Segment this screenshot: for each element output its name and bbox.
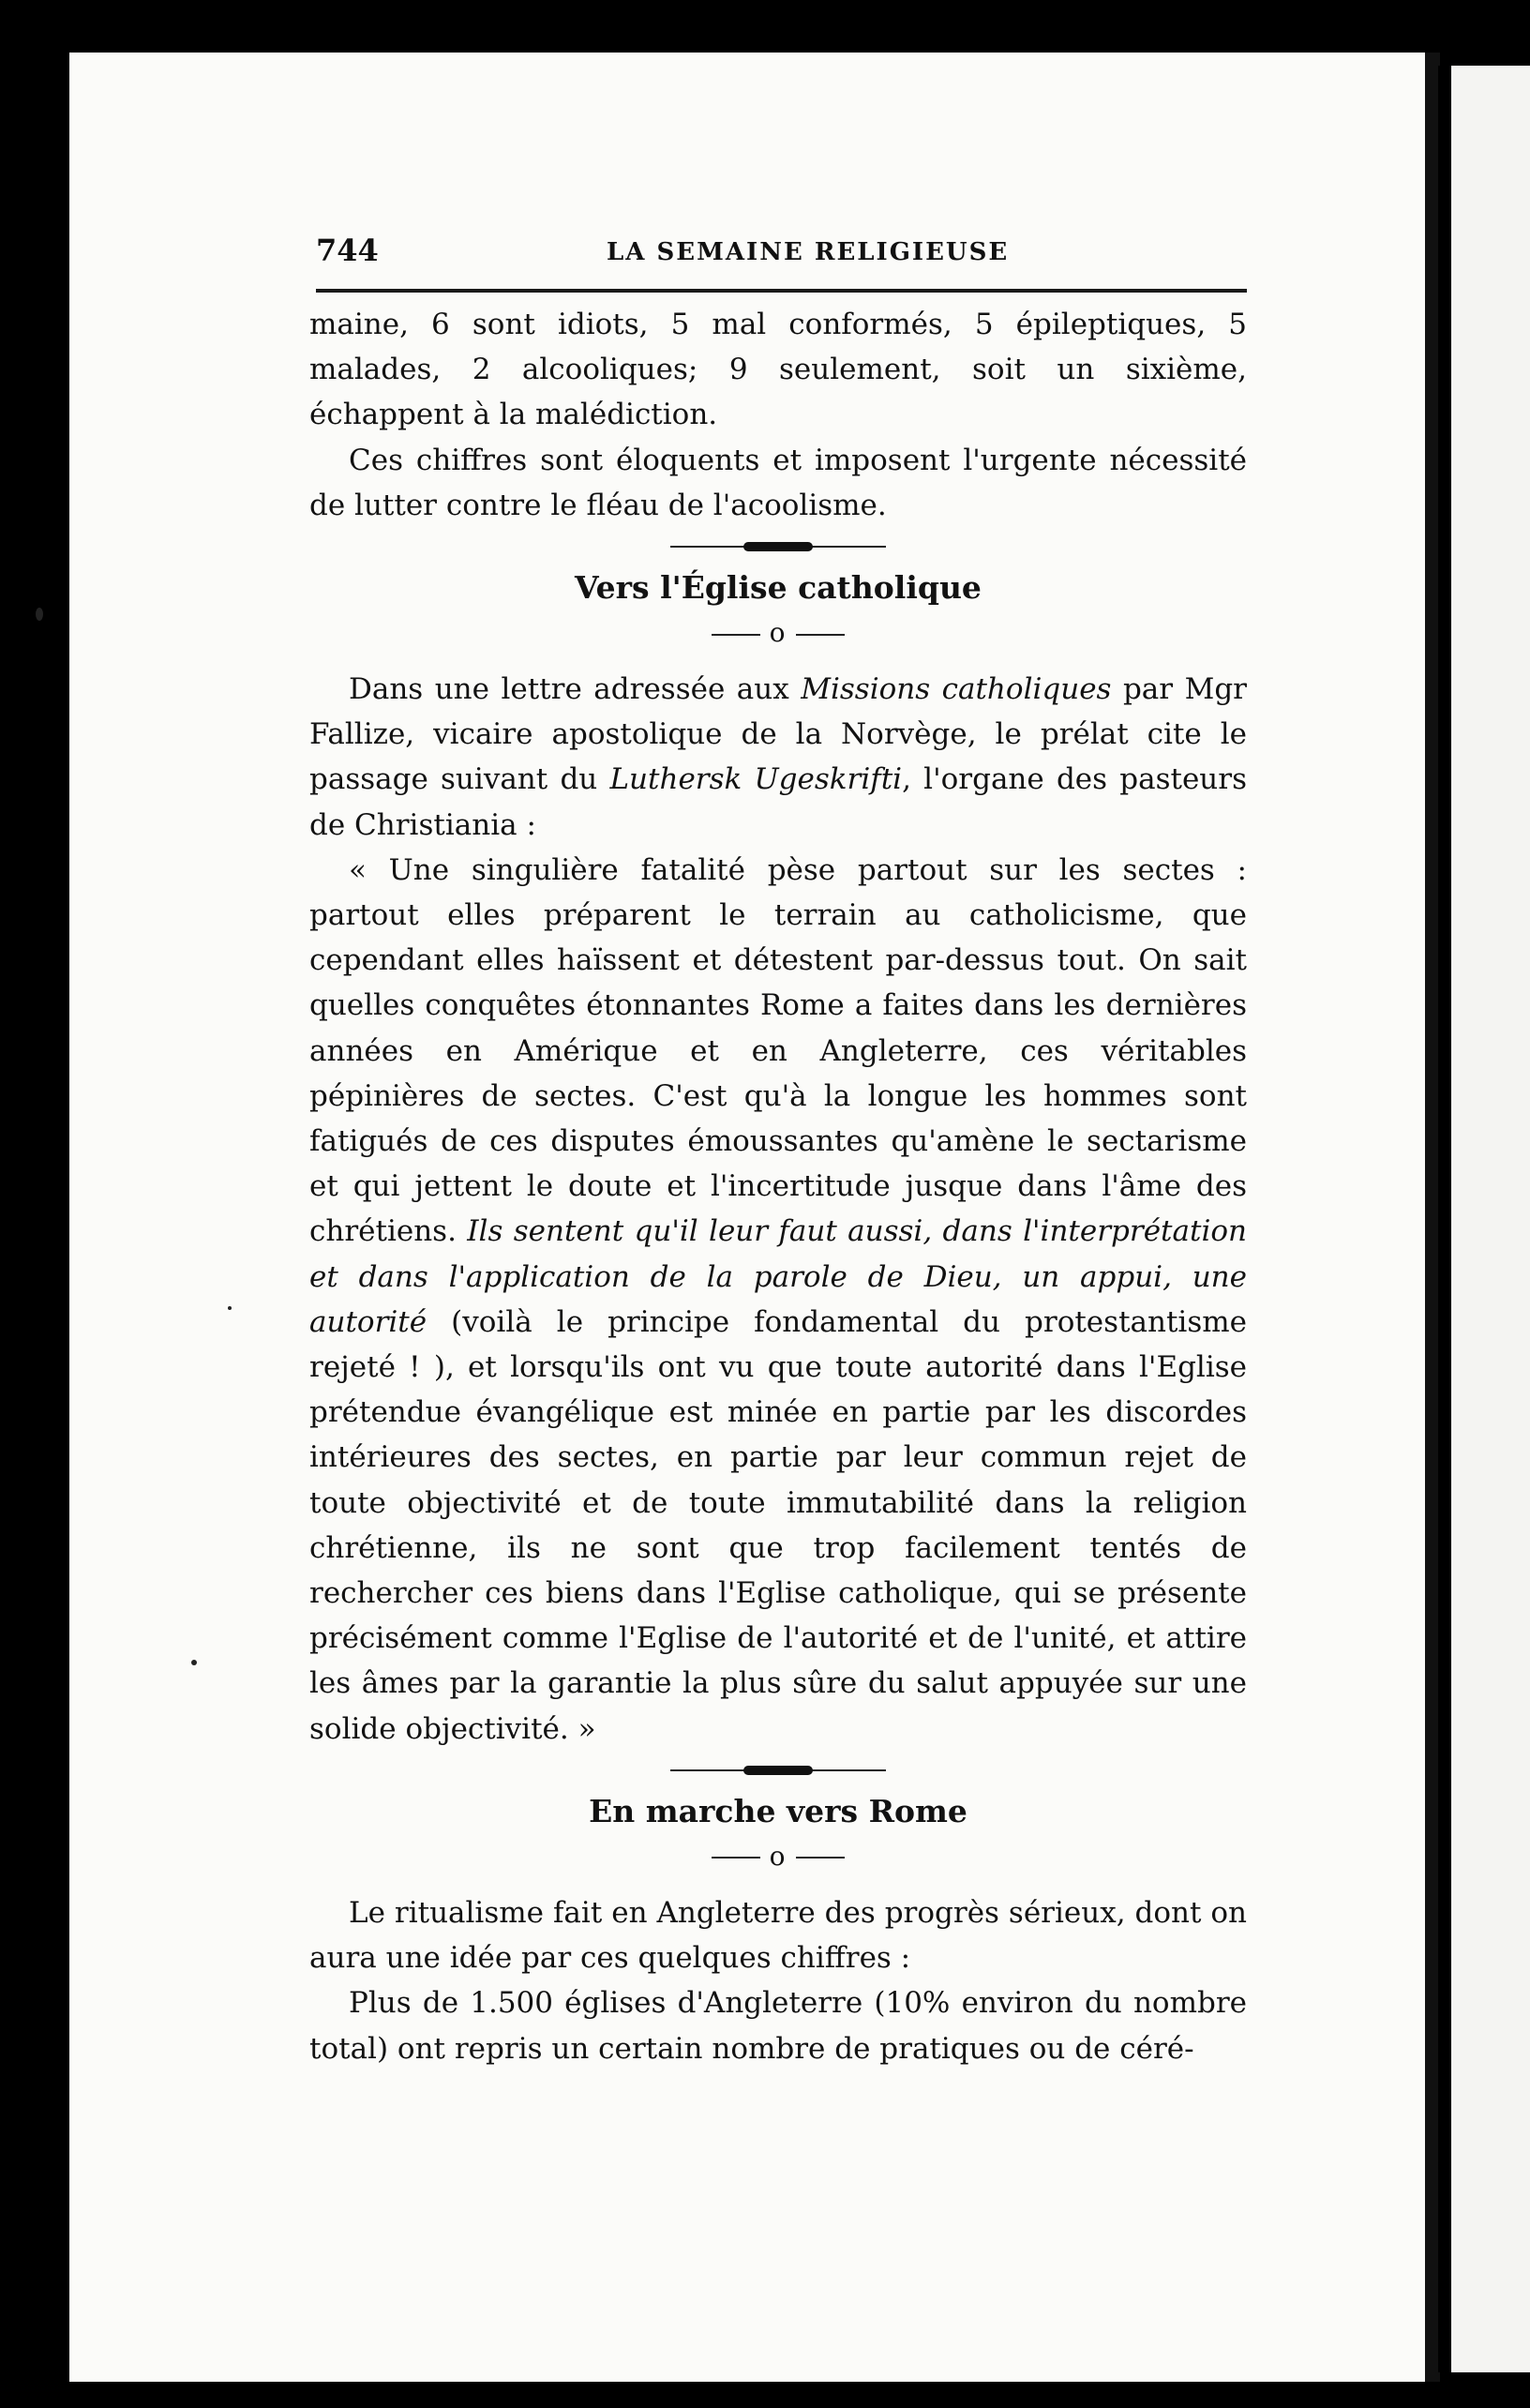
section-separator: o — [309, 1838, 1247, 1875]
scan-speck — [36, 608, 43, 621]
section-title: En marche vers Rome — [589, 1792, 968, 1829]
page-header — [316, 233, 1247, 293]
scan-speck — [191, 1660, 197, 1665]
paragraph: Plus de 1.500 églises d'Angleterre (10% environ du nombre total) ont repris un certain nombre de pratiques ou de céré- — [309, 1986, 1247, 2066]
ornament-divider — [670, 535, 886, 558]
page-body — [309, 302, 1247, 2071]
quotation: « Une singulière fatalité pèse partout sur les sectes : partout elles préparent le terrain au catholicisme, que cependant elles haïssent et détestent par-dessus tout. On sait quelles conquêtes étonnantes Rome a faites dans les dernières années en Amérique et en Angleterre, ces véritables pépinières de sectes. C'est qu'à la longue les hommes sont fatigués de ces disputes émoussantes qu'amène le sectarisme et qui jettent le doute et l'incertitude jusque dans l'âme des chrétiens. Ils sentent qu'il leur faut aussi, dans l'interprétation et dans l'application de la parole de Dieu, un appui, une autorité (voilà le principe fondamental du protestantisme rejeté ! ), et lorsqu'ils ont vu que toute autorité dans l'Eglise prétendue évangélique est minée en partie par les discordes intérieures des sectes, en partie par leur commun rejet de toute objectivité et de toute immutabilité dans la religion chrétienne, ils ne sont que trop facilement tentés de rechercher ces biens dans l'Eglise catholique, qui se présente précisément comme l'Eglise de l'autorité et de l'unité, et attire les âmes par la garantie la plus sûre du salut appuyée sur une solide objectivité. » — [309, 852, 1247, 1746]
paragraph: Ces chiffres sont éloquents et imposent l'urgente nécessité de lutter contre le fléau de l'acoolisme. — [309, 443, 1247, 522]
adjacent-page-edge — [1438, 66, 1530, 2372]
running-head: LA SEMAINE RELIGIEUSE — [607, 238, 1010, 266]
paragraph-continuation: maine, 6 sont idiots, 5 mal conformés, 5 épileptiques, 5 malades, 2 alcooliques; 9 seulement, soit un sixième, échappent à la malédiction. — [309, 308, 1247, 432]
ornament-divider — [670, 1759, 886, 1782]
page-number: 744 — [316, 233, 379, 268]
paragraph: Le ritualisme fait en Angleterre des progrès sérieux, dont on aura une idée par ces quelques chiffres : — [309, 1895, 1247, 1976]
section-separator: o — [309, 614, 1247, 652]
scan-speck — [228, 1306, 232, 1310]
paragraph: Dans une lettre adressée aux Missions catholiques par Mgr Fallize, vicaire apostolique de la Norvège, le prélat cite le passage suivant du Luthersk Ugeskrifti, l'organe des pasteurs de Christiania : — [309, 672, 1247, 842]
section-title: Vers l'Église catholique — [575, 569, 982, 607]
